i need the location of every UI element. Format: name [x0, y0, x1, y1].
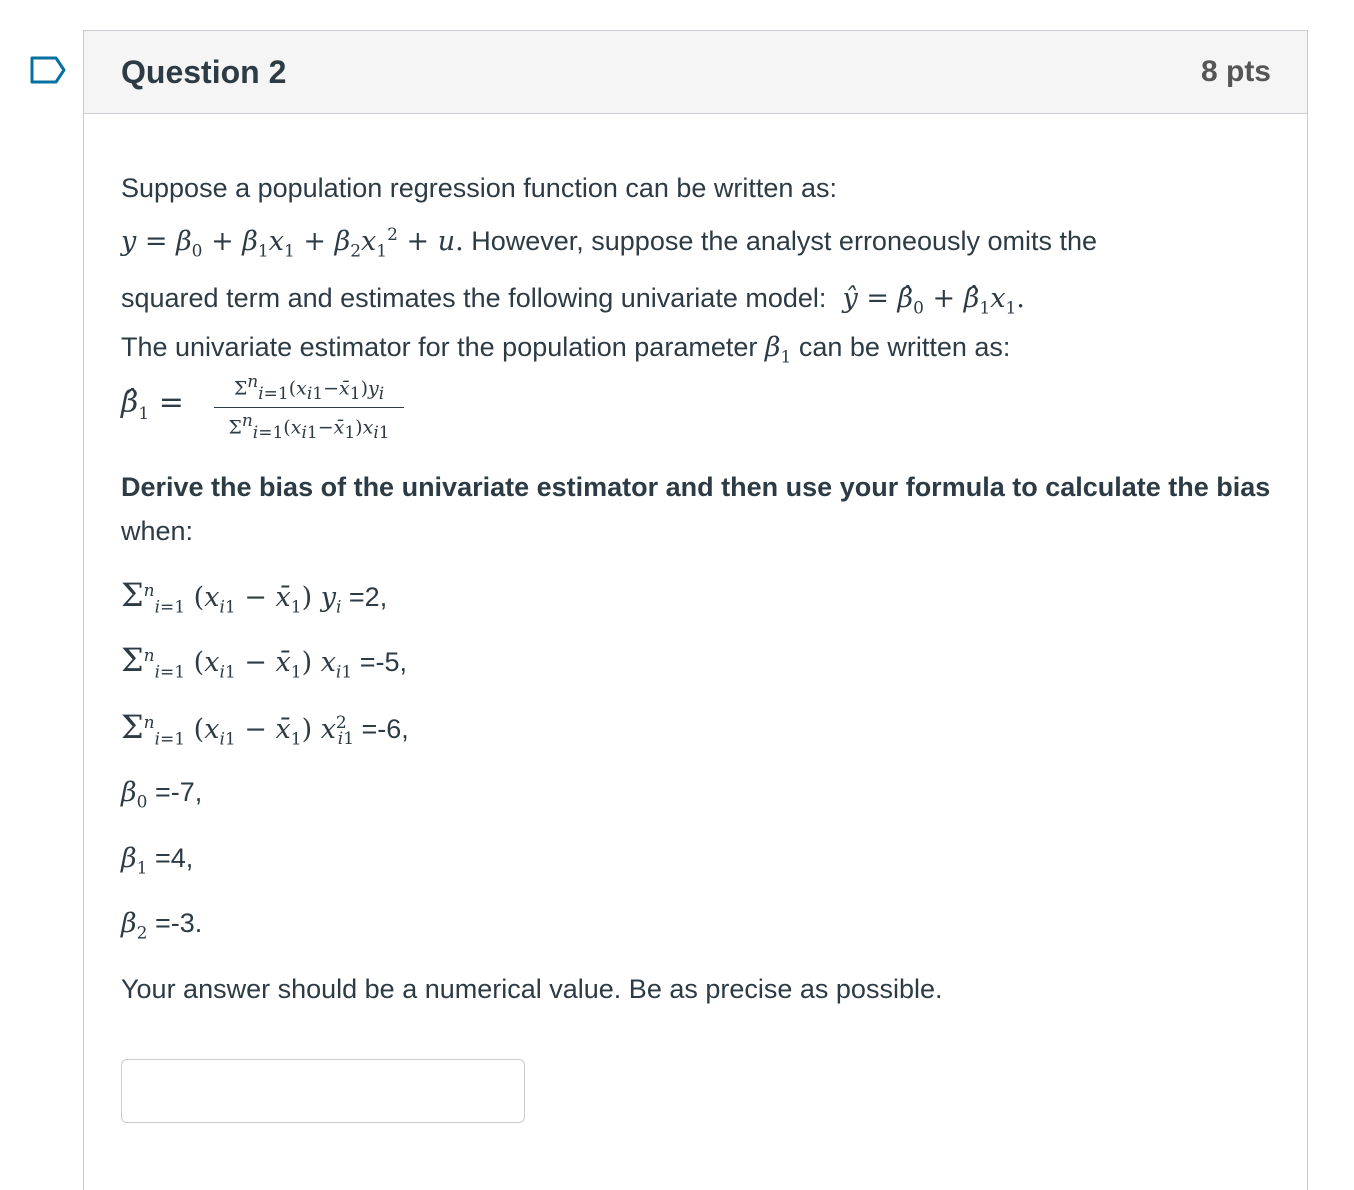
condition-beta0: $\beta_0 =-7$, — [121, 777, 203, 813]
question-title: Question 2 — [121, 53, 287, 90]
condition-beta1: $\beta_1 =4$, — [121, 843, 194, 879]
univariate-model-equation: ŷ — [833, 283, 858, 315]
answer-input[interactable] — [121, 1059, 525, 1123]
intro-line-3: squared term and estimates the following univariate model: ŷ = $\betâ_0$ + $\betâ_1x_1$. — [121, 283, 1025, 319]
intro-however: However, suppose the analyst erroneously omits the — [471, 226, 1098, 256]
condition-sum-y: $\Sigma^n_{i=1}$ ($x_{i1}$ − $x̄_1$) $y_i =2$, — [121, 576, 388, 618]
estimator-intro: The univariate estimator for the population parameter $\beta_1$ can be written as: — [121, 332, 1011, 368]
condition-sum-x-squared: $\Sigma^n_{i=1}$ ($x_{i1}$ − $x̄_1$) $x^2_{i1} =-6$, — [121, 708, 409, 750]
intro-line-2: $y = \beta_0 + \beta_1x_1 + \beta_2x_1^2 + u$. However, suppose the analyst erroneously omits the — [121, 225, 1098, 262]
condition-beta2: $\beta_2 =-3$. — [121, 908, 203, 944]
question-intro — [121, 165, 1271, 333]
question-card — [83, 30, 1308, 1190]
question-points: 8 pts — [1200, 55, 1271, 88]
intro-line-1: Suppose a population regression function can be written as: — [121, 173, 837, 203]
estimator-formula: $\betâ_1$ = $\Sigma^n_{i=1}(x_{i1}-x̄_1)y_i$ $\Sigma^n_{i=1}(x_{i1}-x̄_1)x_{i1}$ — [121, 371, 521, 441]
question-header — [84, 31, 1307, 114]
flag-question-icon[interactable] — [30, 56, 66, 84]
population-regression-equation: y — [121, 226, 137, 257]
condition-sum-x: $\Sigma^n_{i=1}$ ($x_{i1}$ − $x̄_1$) $x_{i1} =-5$, — [121, 641, 407, 683]
task-instruction: Derive the bias of the univariate estimator and then use your formula to calculate the bias when: — [121, 472, 1271, 546]
answer-instruction: Your answer should be a numerical value. Be as precise as possible. — [121, 974, 943, 1004]
